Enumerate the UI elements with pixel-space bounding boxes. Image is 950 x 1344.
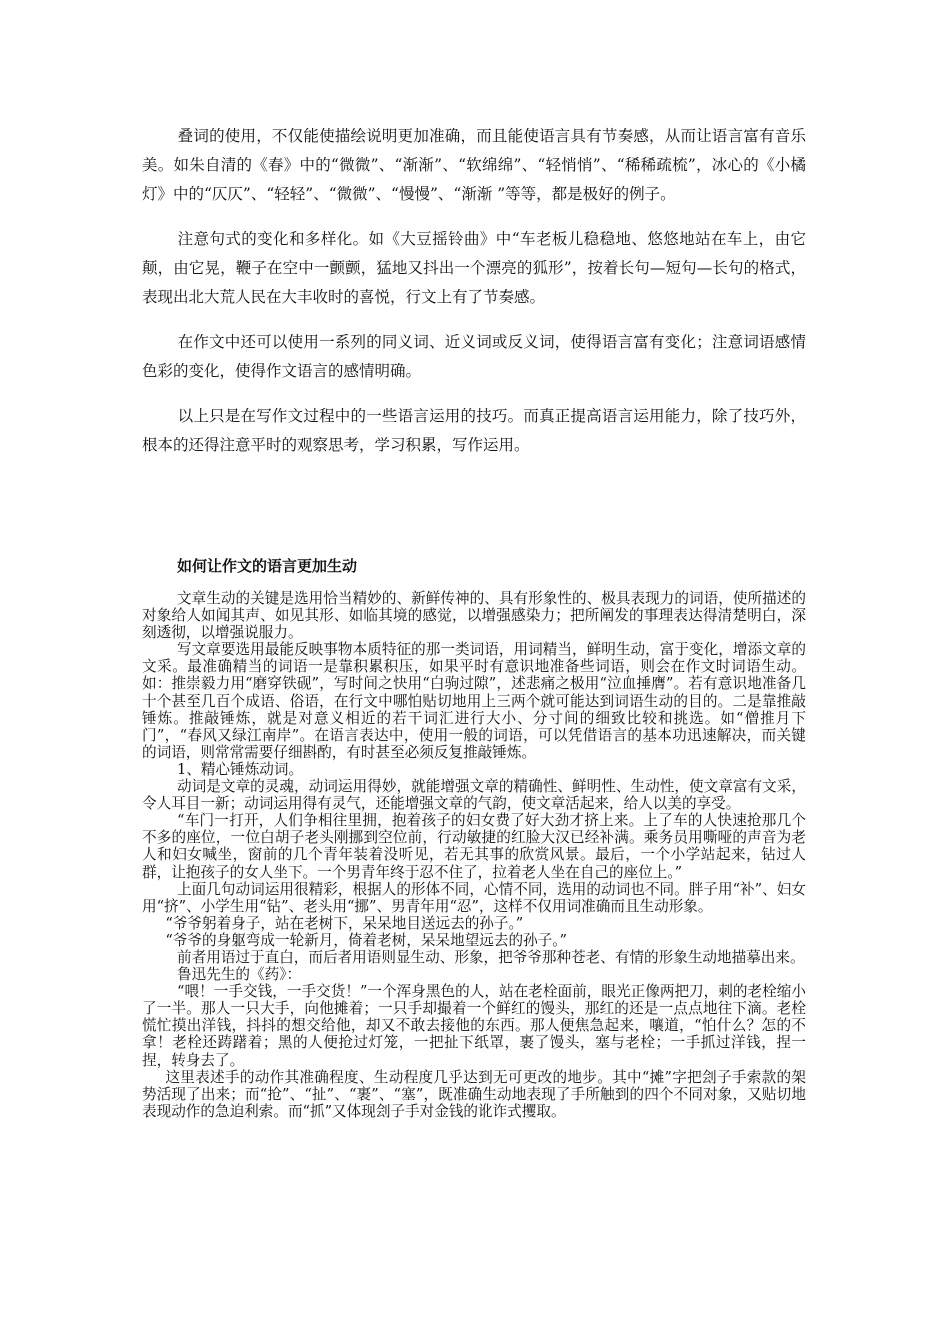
paragraph-bus-analysis: 上面几句动词运用很精彩，根据人的形体不同，心情不同，选用的动词也不同。胖子用“补”、妇女用“挤”、小学生用“钻”、老头用“挪”、男青年用“忍”，这样不仅用词准确而且生动形象。: [142, 880, 806, 915]
paragraph-word-choice: 写文章要选用最能反映事物本质特征的那一类词语，用词精当，鲜明生动，富于变化，增添文章的文采。最准确精当的词语一是靠积累积压，如果平时有意识地准备些词语，则会在作文时词语生动。如：推崇毅力用“磨穿铁砚”，写时间之快用“白驹过隙”，述悲痛之极用“泣血捶膺”。若有意识地准备几十个甚至几百个成语、俗语，在行文中哪怕贴切地用上三两个就可能达到词语生动的目的。二是靠推敲锤炼。推敲锤炼，就是对意义相近的若干词汇进行大小、分寸间的细致比较和挑选。如“僧推月下门”，“春风又绿江南岸”。在语言表达中，使用一般的词语，可以凭借语言的基本功迅速解决，而关键的词语，则常常需要仔细斟酌，有时甚至必须反复推敲锤炼。: [142, 641, 806, 761]
section-language-techniques: [142, 122, 806, 476]
paragraph-luxun-analysis: 这里表述手的动作其准确程度、生动程度几乎达到无可更改的地步。其中“摊”字把刽子手索款的架势活现了出来；而“抢”、“扯”、“裹”、“塞”，既准确生动地表现了手所触到的四个不同对象，又贴切地表现动作的急迫利索。而“抓”又体现刽子手对金钱的讹诈式攫取。: [142, 1068, 806, 1120]
section-heading: 如何让作文的语言更加生动: [177, 557, 358, 575]
paragraph-reduplication: 叠词的使用，不仅能使描绘说明更加准确，而且能使语言具有节奏感，从而让语言富有音乐美。如朱自清的《春》中的“微微”、“渐渐”、“软绵绵”、“轻悄悄”、“稀稀疏梳”，冰心的《小橘灯》中的“仄仄”、“轻轻”、“微微”、“慢慢”、“渐渐 ”等等，都是极好的例子。: [142, 127, 806, 203]
paragraph-conclusion: 以上只是在写作文过程中的一些语言运用的技巧。而真正提高语言运用能力，除了技巧外，根本的还得注意平时的观察思考，学习积累，写作运用。: [142, 407, 806, 454]
paragraph-luxun-quote: “喂！一手交钱，一手交货！”一个浑身黑色的人，站在老栓面前，眼光正像两把刀，刺的老栓缩小了一半。那人一只大手，向他摊着；一只手却撮着一个鲜红的馒头，那红的还是一点点地往下滴。老栓慌忙摸出洋钱，抖抖的想交给他，却又不敢去接他的东西。那人便焦急起来，嚷道，“怕什么？怎的不拿！老栓还踌躇着；黑的人便抢过灯笼，一把扯下纸罩，裹了馒头，塞与老栓；一手抓过洋钱，捏一捏，转身去了。: [142, 983, 806, 1069]
paragraph-subheading-verbs: 1、精心锤炼动词。: [177, 760, 304, 778]
section-vivid-language: [142, 590, 806, 1120]
paragraph-grandpa-analysis: 前者用语过于直白，而后者用语则显生动、形象，把爷爷那种苍老、有情的形象生动地描摹出来。: [177, 948, 805, 966]
paragraph-bus-example: “车门一打开，人们争相往里拥，抱着孩子的妇女费了好大劲才挤上来。上了车的人快速抢那几个不多的座位，一位白胡子老头刚挪到空位前，行动敏捷的红脸大汉已经补满。乘务员用嘶哑的声音为老人和妇女喊坐，窗前的几个青年装着没听见，若无其事的欣赏风景。最后，一个小学站起来，钻过人群，让抱孩子的女人坐下。一个男青年终于忍不住了，拉着老人坐在自己的座位上。”: [142, 812, 806, 881]
paragraph-grandpa-quote-1: “爷爷躬着身子，站在老树下，呆呆地目送远去的孙子。”: [165, 914, 524, 932]
paragraph-sentence-variety: 注意句式的变化和多样化。如《大豆摇铃曲》中“车老板儿稳稳地、悠悠地站在车上，由它颠，由它晃，鞭子在空中一颤颤，猛地又抖出一个漂亮的狐形”，按着长句—短句—长句的格式，表现出北大荒人民在大丰收时的喜悦，行文上有了节奏感。: [142, 230, 806, 306]
paragraph-grandpa-quote-2: “爷爷的身躯弯成一轮新月，倚着老树，呆呆地望远去的孙子。”: [165, 931, 568, 949]
paragraph-luxun-intro: 鲁迅先生的《药》：: [177, 966, 302, 984]
paragraph-verbs-soul: 动词是文章的灵魂，动词运用得妙，就能增强文章的精确性、鲜明性、生动性，使文章富有文采，令人耳目一新；动词运用得有灵气，还能增强文章的气韵，使文章活起来，给人以美的享受。: [142, 778, 806, 813]
paragraph-intro: 文章生动的关键是选用恰当精妙的、新鲜传神的、具有形象性的、极具表现力的词语，使所描述的对象给人如闻其声、如见其形、如临其境的感觉，以增强感染力；把所阐发的事理表达得清楚明白，深刻透彻，以增强说服力。: [142, 590, 806, 642]
paragraph-synonyms: 在作文中还可以使用一系列的同义词、近义词或反义词，使得语言富有变化；注意词语感情色彩的变化，使得作文语言的感情明确。: [142, 333, 806, 380]
